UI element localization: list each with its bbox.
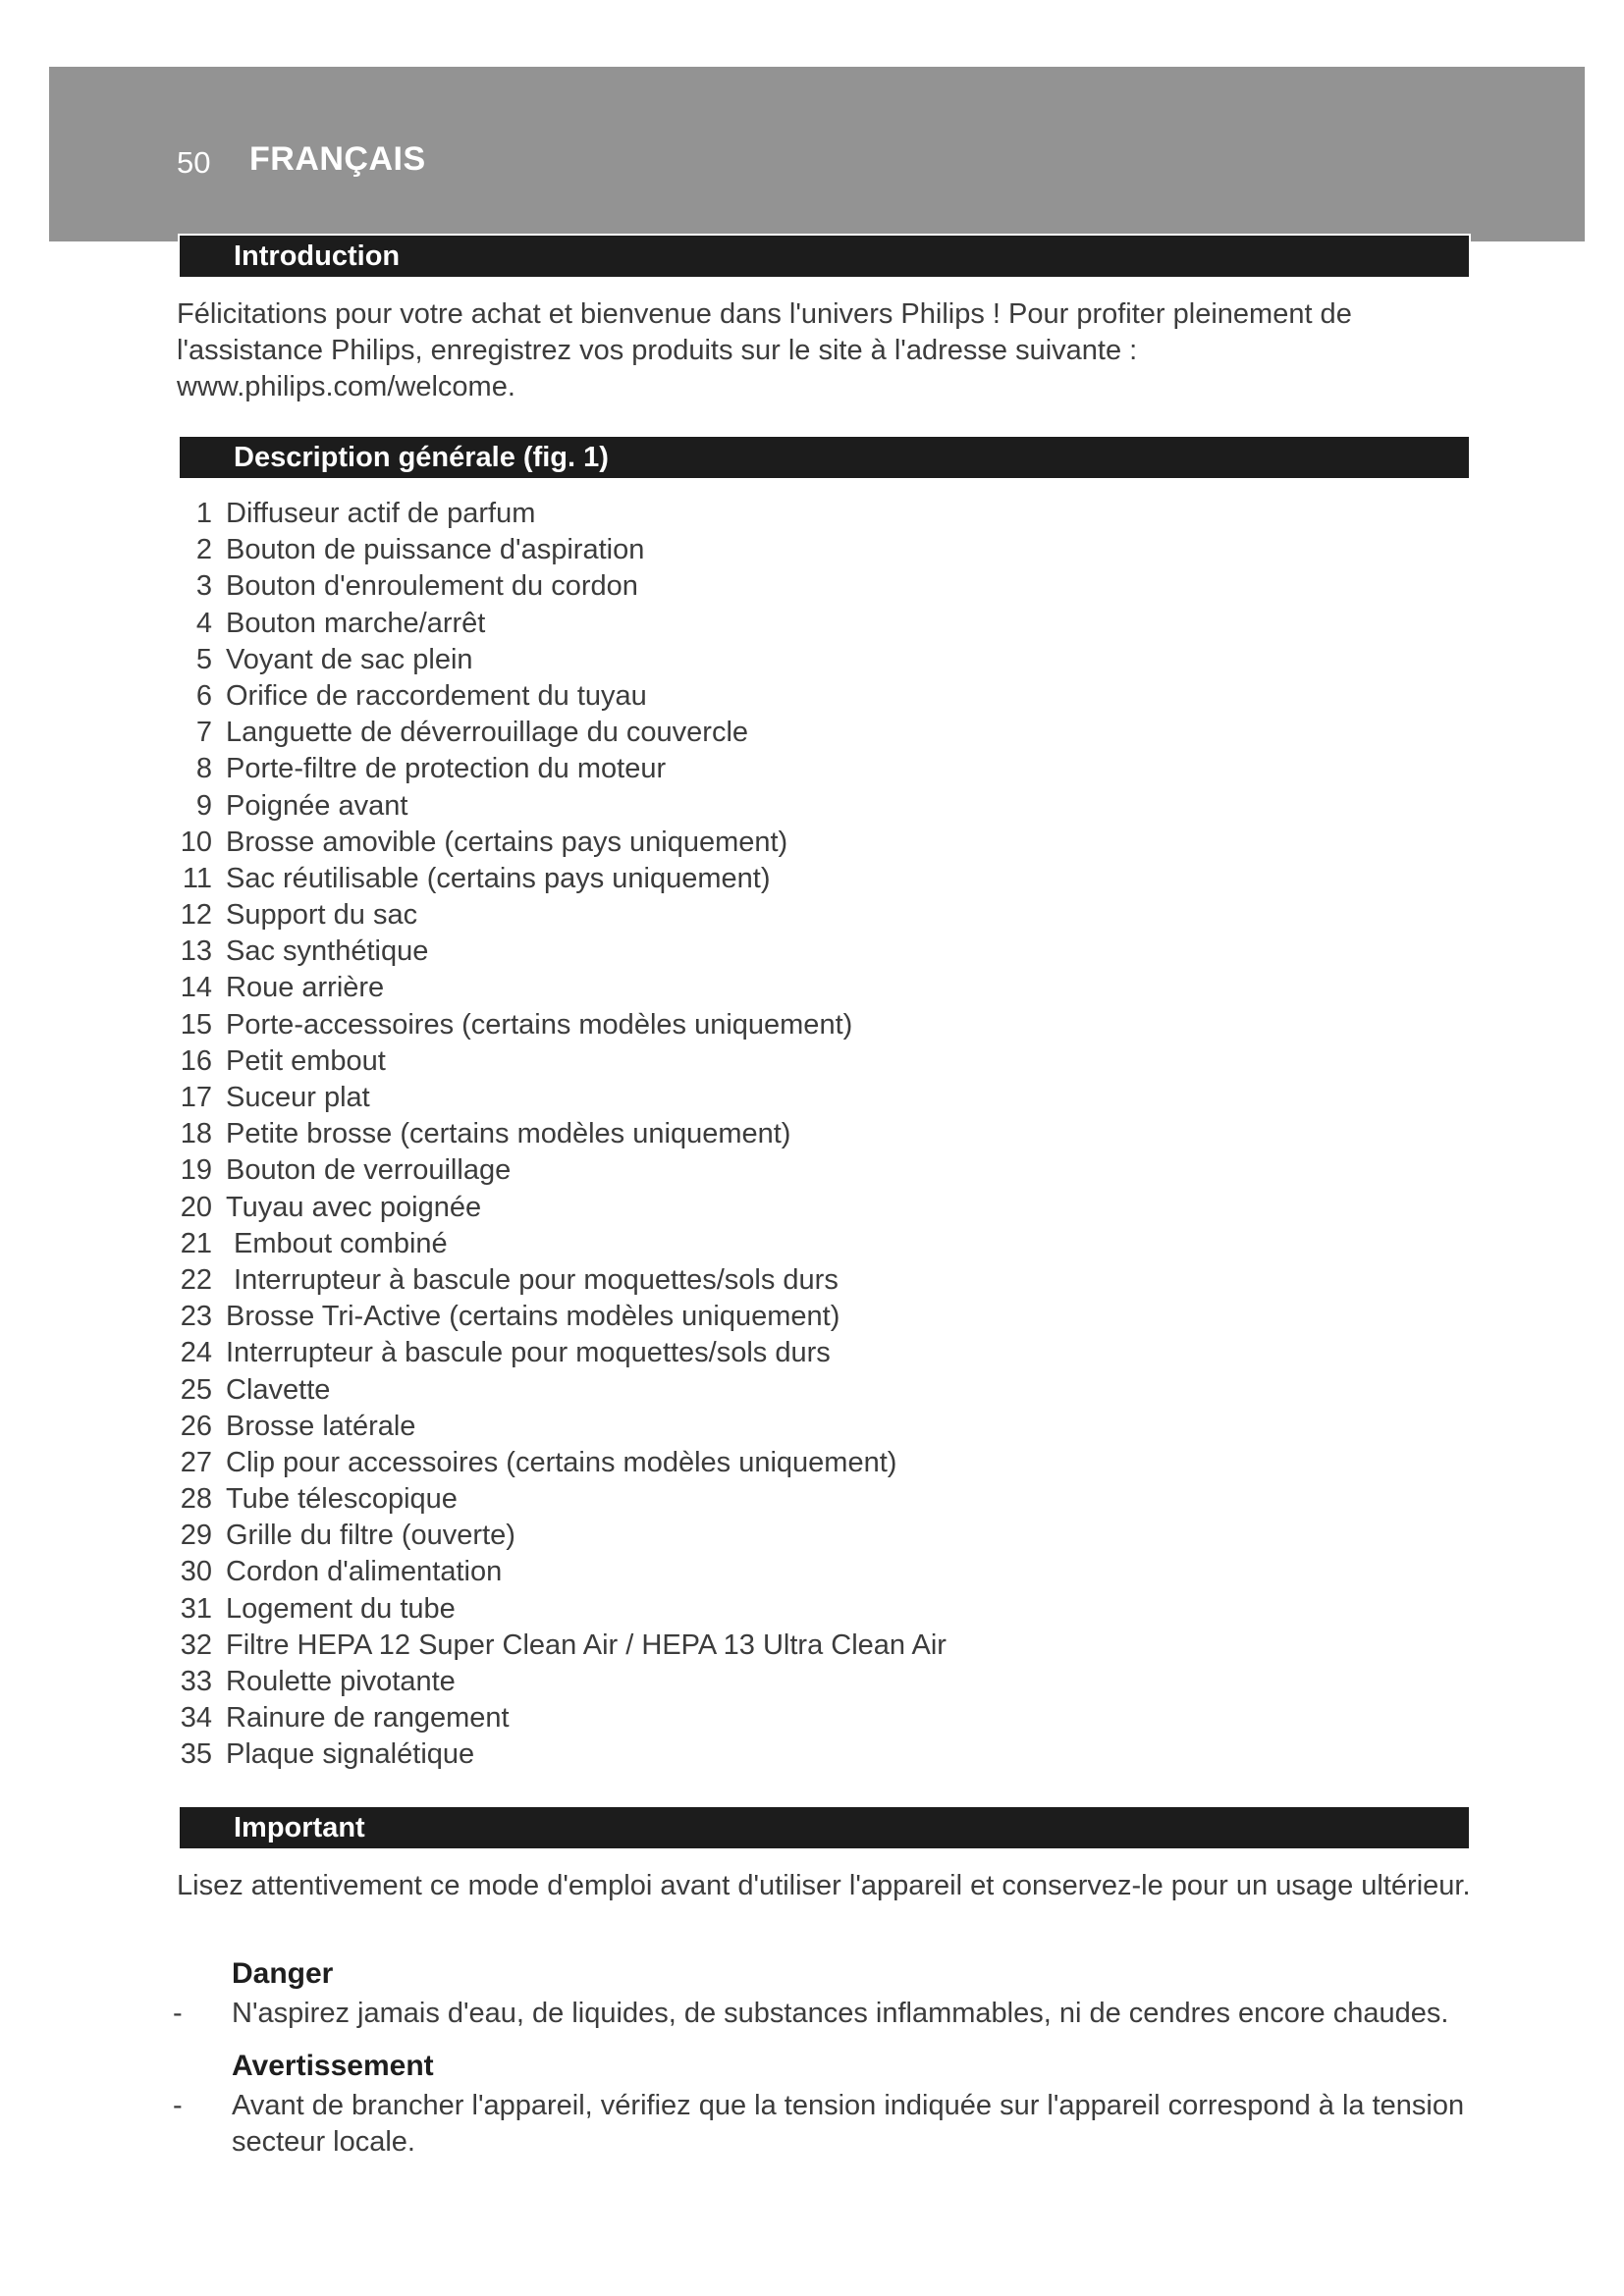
- list-item: [157, 1481, 947, 1518]
- language-title: FRANÇAIS: [249, 140, 426, 178]
- list-item-label: Logement du tube: [226, 1592, 456, 1625]
- list-item-label: Clip pour accessoires (certains modèles uniquement): [226, 1446, 897, 1478]
- list-item: [157, 532, 947, 568]
- list-item-label: Petit embout: [226, 1044, 386, 1077]
- list-item-number: 17: [180, 1082, 212, 1113]
- list-item-label: Voyant de sac plein: [226, 643, 473, 675]
- list-item: [157, 1226, 947, 1262]
- list-item: [157, 970, 947, 1006]
- list-item-label: Roue arrière: [226, 972, 385, 1004]
- list-item: [157, 788, 947, 825]
- bullet-dash: -: [173, 2090, 183, 2121]
- list-item-number: 30: [180, 1556, 212, 1588]
- list-item-label: Bouton marche/arrêt: [226, 607, 486, 639]
- list-item-number: 35: [180, 1738, 212, 1771]
- important-text: Lisez attentivement ce mode d'emploi avant d'utiliser l'appareil et conservez-le pour un usage ultérieur.: [177, 1870, 1471, 1901]
- list-item-number: 7: [195, 717, 212, 749]
- section-bar-introduction: [178, 234, 1471, 279]
- list-item: [157, 1664, 947, 1700]
- list-item: [157, 1335, 947, 1371]
- list-item-number: 14: [180, 972, 212, 1004]
- list-item-number: 16: [180, 1044, 212, 1077]
- list-item-number: 6: [195, 679, 212, 712]
- list-item-number: 28: [180, 1483, 212, 1516]
- list-item-number: 27: [180, 1446, 212, 1478]
- list-item-label: Embout combiné: [226, 1227, 448, 1259]
- list-item: [157, 934, 947, 970]
- list-item-number: 32: [180, 1629, 212, 1661]
- list-item-label: Roulette pivotante: [226, 1666, 456, 1697]
- description-list: [157, 496, 947, 1774]
- list-item-label: Bouton de verrouillage: [226, 1154, 512, 1187]
- list-item-label: Orifice de raccordement du tuyau: [226, 679, 647, 712]
- list-item: [157, 568, 947, 605]
- list-item: [157, 715, 947, 751]
- list-item: [157, 1591, 947, 1628]
- list-item-label: Brosse latérale: [226, 1410, 416, 1442]
- list-item-label: Rainure de rangement: [226, 1702, 510, 1735]
- list-item-label: Sac synthétique: [226, 935, 429, 968]
- list-item-label: Clavette: [226, 1373, 331, 1406]
- list-item-label: Tuyau avec poignée: [226, 1191, 482, 1223]
- list-item-label: Interrupteur à bascule pour moquettes/sols durs: [226, 1337, 831, 1369]
- list-item-number: 15: [180, 1008, 212, 1041]
- warning-bullet: [173, 2088, 1489, 2161]
- danger-text: N'aspirez jamais d'eau, de liquides, de substances inflammables, ni de cendres encore chaudes.: [232, 1998, 1449, 2029]
- list-item-number: 3: [195, 570, 212, 603]
- list-item-label: Filtre HEPA 12 Super Clean Air / HEPA 13 Ultra Clean Air: [226, 1629, 947, 1661]
- list-item-number: 29: [180, 1520, 212, 1552]
- list-item: [157, 1372, 947, 1409]
- list-item-number: 26: [180, 1410, 212, 1442]
- list-item-label: Brosse Tri-Active (certains modèles uniquement): [226, 1301, 840, 1333]
- list-item: [157, 1518, 947, 1554]
- list-item-number: 20: [180, 1191, 212, 1223]
- list-item: [157, 642, 947, 678]
- list-item-label: Tube télescopique: [226, 1483, 458, 1516]
- section-bar-description: [178, 435, 1471, 480]
- list-item-label: Petite brosse (certains modèles uniquement): [226, 1118, 791, 1150]
- list-item: [157, 1190, 947, 1226]
- list-item: [157, 1152, 947, 1189]
- list-item-number: 4: [195, 607, 212, 639]
- list-item-label: Interrupteur à bascule pour moquettes/sols durs: [226, 1263, 839, 1296]
- list-item-label: Sac réutilisable (certains pays uniquement): [226, 862, 771, 894]
- list-item-label: Support du sac: [226, 899, 418, 932]
- list-item-label: Poignée avant: [226, 789, 408, 822]
- list-item: [157, 1554, 947, 1590]
- list-item-number: 34: [180, 1702, 212, 1735]
- warning-text: Avant de brancher l'appareil, vérifiez que la tension indiquée sur l'appareil correspond à la tension secteur locale.: [232, 2090, 1465, 2158]
- list-item: [157, 1409, 947, 1445]
- list-item-number: 33: [180, 1666, 212, 1697]
- list-item-label: Cordon d'alimentation: [226, 1556, 503, 1588]
- list-item: [157, 606, 947, 642]
- list-item-number: 5: [195, 643, 212, 675]
- list-item-number: 2: [195, 534, 212, 566]
- list-item-label: Grille du filtre (ouverte): [226, 1520, 515, 1552]
- list-item-number: 9: [195, 789, 212, 822]
- list-item-number: 1: [195, 498, 212, 529]
- list-item: [157, 1700, 947, 1736]
- list-item: [157, 861, 947, 897]
- section-bar-important: [178, 1805, 1471, 1850]
- list-item: [157, 1007, 947, 1043]
- warning-heading: Avertissement: [232, 2050, 434, 2082]
- list-item-number: 24: [180, 1337, 212, 1369]
- list-item-number: 21: [180, 1227, 212, 1259]
- bullet-dash: -: [173, 1998, 183, 2029]
- list-item-number: 31: [180, 1592, 212, 1625]
- list-item: [157, 1080, 947, 1116]
- list-item-number: 8: [195, 753, 212, 785]
- list-item-label: Brosse amovible (certains pays uniquement): [226, 826, 788, 858]
- introduction-text: Félicitations pour votre achat et bienvenue dans l'univers Philips ! Pour profiter pleinement de l'assistance Philips, enregistrez vos produits sur le site à l'adresse suivante : www.philips.com/welcome.: [177, 298, 1352, 402]
- list-item: [157, 751, 947, 787]
- list-item-label: Diffuseur actif de parfum: [226, 498, 536, 529]
- list-item: [157, 897, 947, 934]
- list-item: [157, 1299, 947, 1335]
- list-item-number: 23: [180, 1301, 212, 1333]
- list-item-number: 10: [180, 826, 212, 858]
- section-title-introduction: Introduction: [234, 240, 401, 272]
- list-item-number: 18: [180, 1118, 212, 1150]
- list-item: [157, 1116, 947, 1152]
- list-item: [157, 1262, 947, 1299]
- danger-heading: Danger: [232, 1957, 334, 1990]
- list-item-label: Porte-accessoires (certains modèles uniquement): [226, 1008, 853, 1041]
- danger-bullet: [173, 1996, 1489, 2032]
- page-number: 50: [177, 145, 211, 180]
- list-item-number: 22: [180, 1263, 212, 1296]
- list-item-number: 19: [180, 1154, 212, 1187]
- section-title-description: Description générale (fig. 1): [234, 442, 609, 473]
- list-item: [157, 1628, 947, 1664]
- list-item-number: 11: [182, 862, 212, 894]
- list-item: [157, 1043, 947, 1080]
- list-item: [157, 678, 947, 715]
- list-item-number: 25: [180, 1373, 212, 1406]
- list-item: [157, 496, 947, 532]
- list-item: [157, 825, 947, 861]
- list-item: [157, 1736, 947, 1773]
- list-item-label: Suceur plat: [226, 1082, 370, 1113]
- list-item-number: 12: [180, 899, 212, 932]
- list-item-label: Bouton de puissance d'aspiration: [226, 534, 645, 566]
- list-item-label: Bouton d'enroulement du cordon: [226, 570, 638, 603]
- list-item-label: Plaque signalétique: [226, 1738, 475, 1771]
- list-item-label: Porte-filtre de protection du moteur: [226, 753, 667, 785]
- section-title-important: Important: [234, 1812, 365, 1843]
- list-item: [157, 1445, 947, 1481]
- list-item-number: 13: [180, 935, 212, 968]
- list-item-label: Languette de déverrouillage du couvercle: [226, 717, 749, 749]
